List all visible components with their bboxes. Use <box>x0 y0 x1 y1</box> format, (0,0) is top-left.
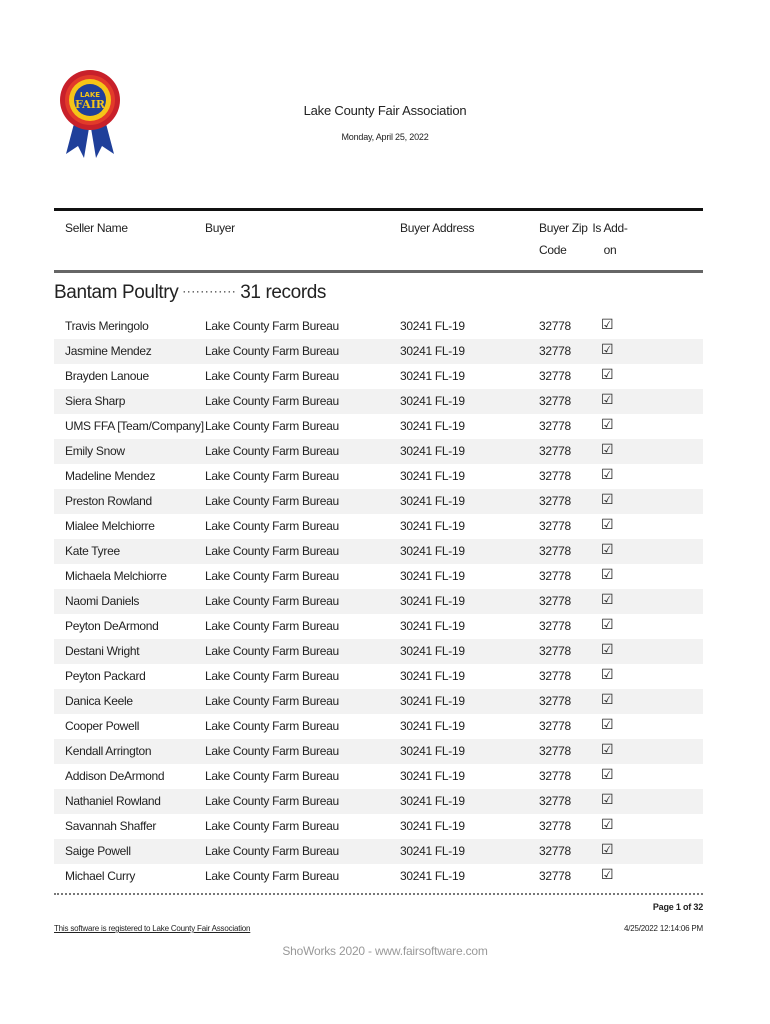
buyer-cell: Lake County Farm Bureau <box>205 719 339 733</box>
buyer-zip-cell: 32778 <box>539 494 571 508</box>
table-row <box>54 739 703 764</box>
buyer-address-cell: 30241 FL-19 <box>400 619 465 633</box>
buyer-address-cell: 30241 FL-19 <box>400 569 465 583</box>
buyer-cell: Lake County Farm Bureau <box>205 819 339 833</box>
buyer-address-cell: 30241 FL-19 <box>400 494 465 508</box>
buyer-cell: Lake County Farm Bureau <box>205 544 339 558</box>
buyer-address-cell: 30241 FL-19 <box>400 594 465 608</box>
seller-name-cell: Danica Keele <box>65 694 133 708</box>
buyer-cell: Lake County Farm Bureau <box>205 669 339 683</box>
buyer-address-cell: 30241 FL-19 <box>400 869 465 883</box>
column-header-zip <box>539 217 589 261</box>
seller-name-cell: Travis Meringolo <box>65 319 149 333</box>
seller-name-cell: Peyton Packard <box>65 669 146 683</box>
addon-checkbox-icon: ☑ <box>601 466 614 482</box>
table-row <box>54 589 703 614</box>
buyer-zip-cell: 32778 <box>539 844 571 858</box>
addon-checkbox-icon: ☑ <box>601 866 614 882</box>
buyer-zip-cell: 32778 <box>539 869 571 883</box>
seller-name-cell: UMS FFA [Team/Company] <box>65 419 204 433</box>
table-row <box>54 614 703 639</box>
buyer-zip-cell: 32778 <box>539 594 571 608</box>
buyer-cell: Lake County Farm Bureau <box>205 469 339 483</box>
addon-checkbox-icon: ☑ <box>601 666 614 682</box>
buyer-address-cell: 30241 FL-19 <box>400 694 465 708</box>
addon-checkbox-icon: ☑ <box>601 316 614 332</box>
buyer-address-cell: 30241 FL-19 <box>400 669 465 683</box>
buyer-zip-cell: 32778 <box>539 619 571 633</box>
table-row <box>54 389 703 414</box>
seller-name-cell: Michaela Melchiorre <box>65 569 167 583</box>
addon-checkbox-icon: ☑ <box>601 791 614 807</box>
table-row <box>54 789 703 814</box>
seller-name-cell: Saige Powell <box>65 844 131 858</box>
seller-name-cell: Peyton DeArmond <box>65 619 159 633</box>
group-name: Bantam Poultry <box>54 282 179 303</box>
addon-checkbox-icon: ☑ <box>601 841 614 857</box>
addon-checkbox-icon: ☑ <box>601 591 614 607</box>
seller-name-cell: Addison DeArmond <box>65 769 165 783</box>
records-table <box>54 314 703 889</box>
addon-checkbox-icon: ☑ <box>601 491 614 507</box>
addon-checkbox-icon: ☑ <box>601 441 614 457</box>
buyer-zip-cell: 32778 <box>539 694 571 708</box>
buyer-address-cell: 30241 FL-19 <box>400 394 465 408</box>
addon-checkbox-icon: ☑ <box>601 766 614 782</box>
buyer-cell: Lake County Farm Bureau <box>205 444 339 458</box>
addon-checkbox-icon: ☑ <box>601 541 614 557</box>
column-header-addon <box>592 217 628 261</box>
buyer-cell: Lake County Farm Bureau <box>205 769 339 783</box>
header-rule-bottom <box>54 270 703 273</box>
page-number: Page 1 of 32 <box>652 902 703 912</box>
seller-name-cell: Mialee Melchiorre <box>65 519 155 533</box>
column-header-seller: Seller Name <box>65 221 128 235</box>
addon-checkbox-icon: ☑ <box>601 341 614 357</box>
buyer-zip-cell: 32778 <box>539 394 571 408</box>
buyer-address-cell: 30241 FL-19 <box>400 819 465 833</box>
buyer-zip-cell: 32778 <box>539 469 571 483</box>
table-row <box>54 839 703 864</box>
buyer-zip-cell: 32778 <box>539 344 571 358</box>
addon-checkbox-icon: ☑ <box>601 691 614 707</box>
buyer-address-cell: 30241 FL-19 <box>400 744 465 758</box>
buyer-zip-cell: 32778 <box>539 744 571 758</box>
table-row <box>54 539 703 564</box>
organization-title: Lake County Fair Association <box>303 103 467 118</box>
group-count: 31 records <box>240 282 327 303</box>
column-header-addon-line1: Is Add- <box>592 221 628 235</box>
seller-name-cell: Savannah Shaffer <box>65 819 157 833</box>
buyer-zip-cell: 32778 <box>539 719 571 733</box>
buyer-cell: Lake County Farm Bureau <box>205 344 339 358</box>
seller-name-cell: Destani Wright <box>65 644 140 658</box>
buyer-zip-cell: 32778 <box>539 569 571 583</box>
seller-name-cell: Emily Snow <box>65 444 125 458</box>
addon-checkbox-icon: ☑ <box>601 516 614 532</box>
table-row <box>54 439 703 464</box>
buyer-address-cell: 30241 FL-19 <box>400 794 465 808</box>
buyer-zip-cell: 32778 <box>539 769 571 783</box>
buyer-address-cell: 30241 FL-19 <box>400 319 465 333</box>
seller-name-cell: Michael Curry <box>65 869 136 883</box>
buyer-cell: Lake County Farm Bureau <box>205 619 339 633</box>
buyer-zip-cell: 32778 <box>539 544 571 558</box>
table-row <box>54 564 703 589</box>
table-row <box>54 689 703 714</box>
table-row <box>54 814 703 839</box>
buyer-address-cell: 30241 FL-19 <box>400 419 465 433</box>
buyer-zip-cell: 32778 <box>539 819 571 833</box>
software-credit: ShoWorks 2020 - www.fairsoftware.com <box>282 944 488 958</box>
buyer-zip-cell: 32778 <box>539 319 571 333</box>
buyer-address-cell: 30241 FL-19 <box>400 769 465 783</box>
buyer-cell: Lake County Farm Bureau <box>205 794 339 808</box>
seller-name-cell: Nathaniel Rowland <box>65 794 161 808</box>
buyer-address-cell: 30241 FL-19 <box>400 369 465 383</box>
column-header-addon-line2: on <box>603 243 617 257</box>
buyer-cell: Lake County Farm Bureau <box>205 419 339 433</box>
column-header-buyer: Buyer <box>205 221 235 235</box>
table-row <box>54 339 703 364</box>
report-date: Monday, April 25, 2022 <box>341 132 429 142</box>
addon-checkbox-icon: ☑ <box>601 741 614 757</box>
svg-text:LAKE: LAKE <box>79 91 101 99</box>
buyer-zip-cell: 32778 <box>539 519 571 533</box>
buyer-zip-cell: 32778 <box>539 794 571 808</box>
buyer-address-cell: 30241 FL-19 <box>400 844 465 858</box>
buyer-zip-cell: 32778 <box>539 369 571 383</box>
addon-checkbox-icon: ☑ <box>601 366 614 382</box>
seller-name-cell: Preston Rowland <box>65 494 152 508</box>
table-row <box>54 714 703 739</box>
buyer-address-cell: 30241 FL-19 <box>400 344 465 358</box>
column-header-zip-line1: Buyer Zip <box>539 221 588 235</box>
table-row <box>54 864 703 889</box>
addon-checkbox-icon: ☑ <box>601 416 614 432</box>
seller-name-cell: Naomi Daniels <box>65 594 140 608</box>
buyer-address-cell: 30241 FL-19 <box>400 444 465 458</box>
table-row <box>54 464 703 489</box>
addon-checkbox-icon: ☑ <box>601 816 614 832</box>
registration-note: This software is registered to Lake County Fair Association <box>54 924 251 933</box>
table-row <box>54 314 703 339</box>
seller-name-cell: Brayden Lanoue <box>65 369 149 383</box>
addon-checkbox-icon: ☑ <box>601 566 614 582</box>
svg-text:FAIR: FAIR <box>75 98 105 111</box>
buyer-cell: Lake County Farm Bureau <box>205 394 339 408</box>
buyer-zip-cell: 32778 <box>539 644 571 658</box>
footer-rule <box>54 893 703 895</box>
addon-checkbox-icon: ☑ <box>601 616 614 632</box>
buyer-zip-cell: 32778 <box>539 419 571 433</box>
column-header-address: Buyer Address <box>400 221 475 235</box>
seller-name-cell: Kate Tyree <box>65 544 120 558</box>
table-row <box>54 414 703 439</box>
buyer-cell: Lake County Farm Bureau <box>205 644 339 658</box>
seller-name-cell: Siera Sharp <box>65 394 126 408</box>
buyer-address-cell: 30241 FL-19 <box>400 644 465 658</box>
buyer-cell: Lake County Farm Bureau <box>205 569 339 583</box>
table-row <box>54 489 703 514</box>
print-timestamp: 4/25/2022 12:14:06 PM <box>624 924 703 933</box>
buyer-cell: Lake County Farm Bureau <box>205 694 339 708</box>
buyer-address-cell: 30241 FL-19 <box>400 719 465 733</box>
table-row <box>54 364 703 389</box>
seller-name-cell: Cooper Powell <box>65 719 140 733</box>
buyer-cell: Lake County Farm Bureau <box>205 319 339 333</box>
buyer-cell: Lake County Farm Bureau <box>205 844 339 858</box>
group-title <box>54 282 326 304</box>
group-dots: ············ <box>182 284 237 298</box>
addon-checkbox-icon: ☑ <box>601 391 614 407</box>
header-rule-top <box>54 208 703 211</box>
table-row <box>54 514 703 539</box>
table-row <box>54 664 703 689</box>
seller-name-cell: Jasmine Mendez <box>65 344 152 358</box>
table-row <box>54 639 703 664</box>
seller-name-cell: Madeline Mendez <box>65 469 156 483</box>
buyer-cell: Lake County Farm Bureau <box>205 494 339 508</box>
addon-checkbox-icon: ☑ <box>601 716 614 732</box>
buyer-zip-cell: 32778 <box>539 444 571 458</box>
buyer-cell: Lake County Farm Bureau <box>205 594 339 608</box>
buyer-cell: Lake County Farm Bureau <box>205 744 339 758</box>
buyer-address-cell: 30241 FL-19 <box>400 544 465 558</box>
table-row <box>54 764 703 789</box>
buyer-cell: Lake County Farm Bureau <box>205 369 339 383</box>
buyer-cell: Lake County Farm Bureau <box>205 869 339 883</box>
column-header-zip-line2: Code <box>539 243 567 257</box>
addon-checkbox-icon: ☑ <box>601 641 614 657</box>
buyer-cell: Lake County Farm Bureau <box>205 519 339 533</box>
buyer-zip-cell: 32778 <box>539 669 571 683</box>
buyer-address-cell: 30241 FL-19 <box>400 469 465 483</box>
buyer-address-cell: 30241 FL-19 <box>400 519 465 533</box>
seller-name-cell: Kendall Arrington <box>65 744 152 758</box>
